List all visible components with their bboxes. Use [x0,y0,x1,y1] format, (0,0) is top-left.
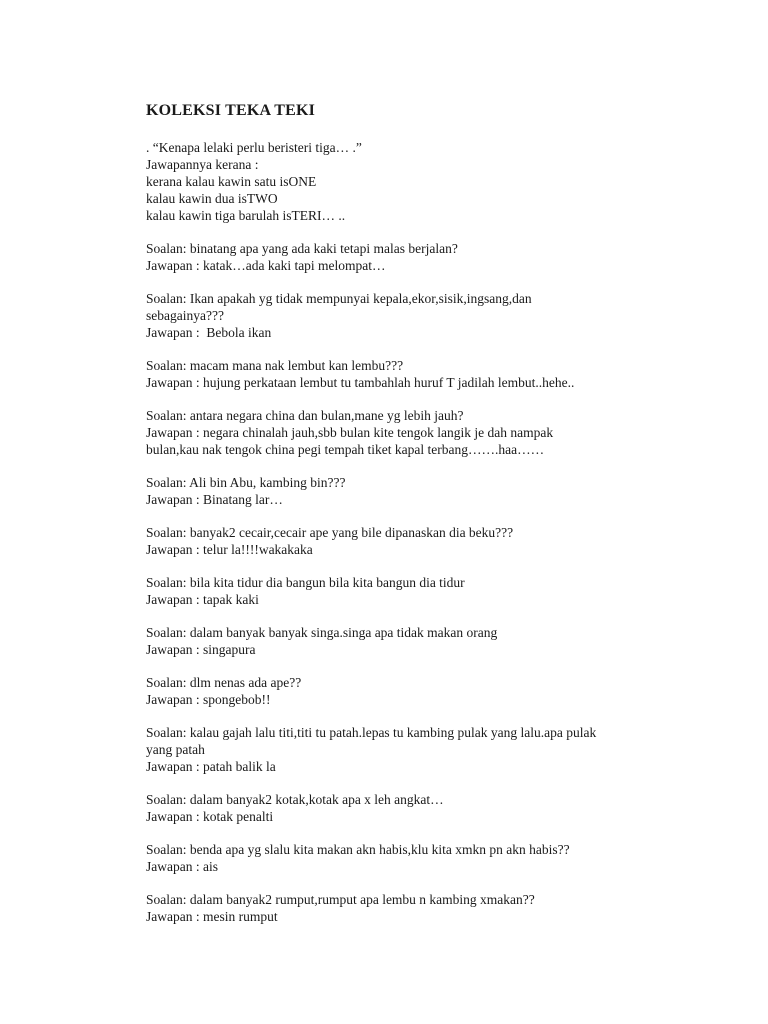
riddle-line: Jawapan : kotak penalti [146,809,274,824]
riddle-line: Jawapan : Bebola ikan [146,325,272,340]
riddle-block [146,524,706,558]
riddle-block [146,407,706,458]
riddle-block [146,240,706,274]
riddle-line: yang patah [146,742,205,757]
riddle-line: Soalan: dalam banyak banyak singa.singa apa tidak makan orang [146,625,498,640]
riddle-line: kerana kalau kawin satu isONE [146,174,317,189]
riddle-block [146,791,706,825]
riddle-line: Jawapan : telur la!!!!wakakaka [146,542,313,557]
document-title: KOLEKSI TEKA TEKI [146,102,316,119]
riddle-block [146,891,706,925]
riddle-line: bulan,kau nak tengok china pegi tempah tiket kapal terbang…….haa…… [146,442,545,457]
riddle-block [146,357,706,391]
riddle-line: Jawapan : tapak kaki [146,592,259,607]
riddle-line: Soalan: dalam banyak2 rumput,rumput apa lembu n kambing xmakan?? [146,892,535,907]
riddle-line: Soalan: banyak2 cecair,cecair ape yang bile dipanaskan dia beku??? [146,525,514,540]
intro-riddle-block [146,139,706,224]
riddle-line: Jawapan : katak…ada kaki tapi melompat… [146,258,386,273]
riddle-block [146,474,706,508]
riddle-line: Jawapannya kerana : [146,157,259,172]
riddle-block [146,290,706,341]
riddle-line: sebagainya??? [146,308,224,323]
riddle-line: Soalan: bila kita tidur dia bangun bila kita bangun dia tidur [146,575,465,590]
riddle-line: Jawapan : ais [146,859,218,874]
riddle-block [146,841,706,875]
riddle-line: kalau kawin dua isTWO [146,191,278,206]
riddle-line: Soalan: binatang apa yang ada kaki tetapi malas berjalan? [146,241,458,256]
riddle-block [146,724,706,775]
riddle-block [146,624,706,658]
riddle-line: Jawapan : patah balik la [146,759,276,774]
document-page [146,101,706,941]
riddle-line: Soalan: kalau gajah lalu titi,titi tu patah.lepas tu kambing pulak yang lalu.apa pulak [146,725,597,740]
riddle-line: Soalan: Ali bin Abu, kambing bin??? [146,475,346,490]
riddle-line: Soalan: dlm nenas ada ape?? [146,675,302,690]
riddle-line: . “Kenapa lelaki perlu beristeri tiga… .” [146,140,362,155]
riddle-block [146,674,706,708]
riddle-block [146,574,706,608]
riddle-line: Jawapan : singapura [146,642,256,657]
riddle-line: Jawapan : Binatang lar… [146,492,283,507]
riddle-line: Jawapan : hujung perkataan lembut tu tambahlah huruf T jadilah lembut..hehe.. [146,375,575,390]
riddle-line: Soalan: macam mana nak lembut kan lembu??? [146,358,404,373]
riddle-line: Soalan: dalam banyak2 kotak,kotak apa x leh angkat… [146,792,444,807]
riddle-line: Soalan: benda apa yg slalu kita makan akn habis,klu kita xmkn pn akn habis?? [146,842,570,857]
riddle-line: Soalan: Ikan apakah yg tidak mempunyai kepala,ekor,sisik,ingsang,dan [146,291,532,306]
riddle-line: Jawapan : spongebob!! [146,692,271,707]
riddle-list [146,139,706,925]
riddle-line: Soalan: antara negara china dan bulan,mane yg lebih jauh? [146,408,464,423]
riddle-line: Jawapan : negara chinalah jauh,sbb bulan kite tengok langik je dah nampak [146,425,554,440]
riddle-line: kalau kawin tiga barulah isTERI… .. [146,208,346,223]
riddle-line: Jawapan : mesin rumput [146,909,278,924]
